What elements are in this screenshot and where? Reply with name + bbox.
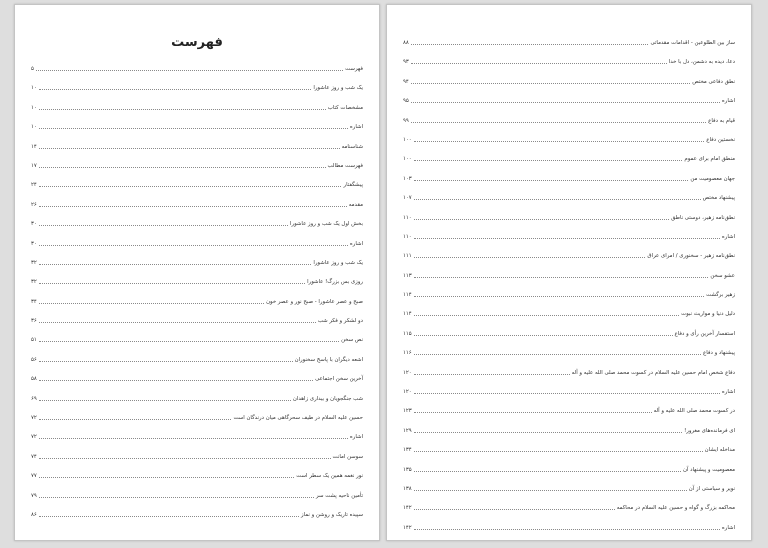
toc-entry[interactable] — [31, 352, 363, 371]
dot-leader — [39, 380, 313, 381]
dot-leader — [39, 186, 342, 187]
toc-entry[interactable] — [403, 326, 735, 345]
toc-entry[interactable] — [403, 248, 735, 267]
toc-entry-page-number: ۱۱۴ — [403, 292, 412, 299]
toc-entry-page-number: ۵ — [31, 66, 34, 72]
toc-entry-label: دعا، دیده به دشمن، دل با خدا — [668, 59, 735, 66]
toc-entry-page-number: ۲۶ — [31, 201, 37, 208]
toc-entry-label: دفاع شخص امام حسین علیه السلام در کسوت محمد صلی الله علیه و آله — [571, 369, 735, 376]
toc-entry-label: روزی بس بزرگ! عاشورا — [307, 279, 363, 286]
toc-entry-label: در کسوت محمد صلی الله علیه و آله — [653, 408, 735, 415]
toc-entry-page-number: ۱۳۵ — [403, 466, 412, 473]
toc-entry-label: مشخصات کتاب — [327, 104, 363, 111]
dot-leader — [414, 257, 646, 258]
toc-entry-page-number: ۷۲ — [31, 434, 37, 441]
toc-entry[interactable] — [31, 274, 363, 293]
dot-leader — [414, 141, 705, 142]
toc-entry-page-number: ۱۰۰ — [403, 156, 412, 163]
toc-entry[interactable] — [31, 488, 363, 507]
toc-entry-page-number: ۱۰ — [31, 85, 37, 92]
toc-entry-page-number: ۱۰ — [31, 124, 37, 131]
dot-leader — [39, 458, 331, 459]
dot-leader — [39, 206, 347, 207]
dot-leader — [414, 219, 669, 220]
toc-entry[interactable] — [403, 345, 735, 364]
dot-leader — [414, 393, 720, 394]
toc-entry-label: مقدمه — [348, 201, 363, 208]
toc-entry-label: نخستین دفاع — [706, 136, 735, 143]
toc-entry-page-number: ۱۲۹ — [403, 427, 412, 434]
dot-leader — [414, 471, 681, 472]
toc-entry-label: پیشنهاد و دفاع — [703, 350, 735, 357]
dot-leader — [39, 148, 340, 149]
toc-entry[interactable] — [403, 287, 735, 306]
toc-entry-page-number: ۱۴۲ — [403, 505, 412, 512]
toc-entry-label: نطق دفاعی مختص — [692, 78, 735, 85]
dot-leader — [39, 283, 305, 284]
dot-leader — [414, 354, 701, 355]
dot-leader — [414, 412, 652, 413]
dot-leader — [414, 180, 689, 181]
toc-entry-page-number: ۱۳۴ — [403, 447, 412, 454]
dot-leader — [414, 374, 570, 375]
toc-entry[interactable] — [403, 520, 735, 539]
toc-entry-label: اشاره — [721, 233, 735, 240]
toc-entry-page-number: ۸۸ — [403, 40, 409, 46]
toc-entry[interactable] — [403, 132, 735, 151]
toc-entry[interactable] — [31, 177, 363, 196]
toc-entry-page-number: ۱۱۱ — [403, 253, 412, 260]
toc-entry-label: منطق امام برای عموم — [684, 156, 735, 163]
toc-entry[interactable] — [403, 500, 735, 519]
toc-entry-label: مداخله ایشان — [704, 447, 735, 454]
dot-leader — [39, 322, 316, 323]
dot-leader — [411, 44, 649, 45]
toc-entry-label: جهان معصومیت من — [690, 175, 735, 182]
toc-entry-page-number: ۹۹ — [403, 117, 409, 124]
toc-entry-label: نطق‌نامه زهیر، دوستی ناطق — [671, 214, 735, 221]
toc-entry-label: اشاره — [349, 434, 363, 441]
toc-entry-label: دلیل دنیا و مواریث نبوت — [681, 311, 735, 318]
dot-leader — [39, 497, 314, 498]
dot-leader — [414, 277, 709, 278]
toc-entry-label: عشو سخن — [710, 272, 735, 279]
toc-entry[interactable] — [31, 236, 363, 255]
toc-entry-page-number: ۳۰ — [31, 221, 37, 228]
toc-entry-page-number: ۱۰ — [31, 104, 37, 111]
toc-entry[interactable] — [31, 100, 363, 119]
toc-entry[interactable] — [31, 449, 363, 468]
toc-entry-label: اشاره — [721, 389, 735, 396]
toc-entry-label: آخرین سخن اجتماعی — [315, 376, 363, 383]
toc-entry-label: اشاره — [349, 240, 363, 247]
toc-entry[interactable] — [31, 313, 363, 332]
page-right — [386, 4, 752, 541]
toc-entry[interactable] — [403, 462, 735, 481]
toc-entry[interactable] — [403, 190, 735, 209]
toc-entry[interactable] — [31, 216, 363, 235]
dot-leader — [36, 70, 343, 71]
toc-entry-page-number: ۱۴۲ — [403, 524, 412, 531]
toc-entry-page-number: ۱۱۰ — [403, 233, 412, 240]
toc-entry[interactable] — [31, 507, 363, 526]
dot-leader — [414, 238, 720, 239]
toc-entry-page-number: ۳۲ — [31, 279, 37, 286]
toc-entry[interactable] — [31, 197, 363, 216]
dot-leader — [39, 89, 312, 90]
toc-entry[interactable] — [403, 210, 735, 229]
toc-entry-page-number: ۳۰ — [31, 240, 37, 247]
toc-entry[interactable] — [403, 306, 735, 325]
page-left — [14, 4, 380, 541]
toc-entry[interactable] — [403, 54, 735, 73]
dot-leader — [39, 361, 293, 362]
toc-entry-label: نویر و سیاستی از آن — [688, 485, 735, 492]
toc-entry[interactable] — [31, 80, 363, 99]
toc-entry-page-number: ۱۲۰ — [403, 369, 412, 376]
toc-entry-label: صبح و عصر عاشورا - صبح نور و عصر خون — [266, 298, 363, 305]
toc-entry-label: سپیده تاریک و روشن و نماز — [301, 511, 363, 518]
toc-entry[interactable] — [31, 332, 363, 351]
toc-entry-page-number: ۱۰۳ — [403, 175, 412, 182]
toc-entry-label: نص سخن — [341, 337, 363, 344]
dot-leader — [414, 529, 720, 530]
toc-entry-page-number: ۱۲۰ — [403, 389, 412, 396]
toc-entry-page-number: ۵۱ — [31, 337, 37, 344]
toc-entry-label: نور نغمه همین یک سطر است — [296, 473, 363, 480]
toc-entry[interactable] — [403, 442, 735, 461]
toc-entry-label: سوسن امانت — [332, 453, 363, 460]
dot-leader — [414, 490, 687, 491]
toc-entry[interactable] — [31, 391, 363, 410]
toc-entry-label: اشعه دیگران با پاسخ سخنوران — [294, 356, 363, 363]
toc-entry-page-number: ۱۳۸ — [403, 485, 412, 492]
toc-entry-page-number: ۳۶ — [31, 318, 37, 325]
dot-leader — [39, 477, 294, 478]
toc-entry[interactable] — [31, 61, 363, 80]
toc-entry[interactable] — [403, 93, 735, 112]
toc-entry[interactable] — [403, 384, 735, 403]
toc-entry-page-number: ۱۰۰ — [403, 136, 412, 143]
toc-entry[interactable] — [31, 410, 363, 429]
toc-entry[interactable] — [31, 468, 363, 487]
toc-entry-page-number: ۳۴ — [31, 298, 37, 305]
toc-entry-label: معصومیت و پیشنهاد آن — [682, 466, 735, 473]
toc-entry-page-number: ۲۴ — [31, 182, 37, 189]
toc-entry-label: نطق‌نامه زهیر - سخنوری / امرای عراق — [647, 253, 735, 260]
dot-leader — [39, 419, 232, 420]
toc-entry-page-number: ۸۶ — [31, 511, 37, 518]
dot-leader — [411, 102, 720, 103]
dot-leader — [39, 400, 291, 401]
toc-entry[interactable] — [31, 371, 363, 390]
dot-leader — [39, 128, 348, 129]
dot-leader — [39, 438, 348, 439]
toc-entry-page-number: ۵۸ — [31, 376, 37, 383]
toc-entry[interactable] — [403, 268, 735, 287]
dot-leader — [39, 303, 264, 304]
toc-entry[interactable] — [403, 74, 735, 93]
dot-leader — [414, 335, 673, 336]
dot-leader — [39, 167, 326, 168]
toc-entry-label: اشاره — [721, 524, 735, 531]
toc-entry[interactable] — [403, 35, 735, 54]
toc-entry-page-number: ۱۱۳ — [403, 272, 412, 279]
toc-title: فهرست — [171, 35, 223, 50]
toc-entry-page-number: ۷۲ — [31, 415, 37, 422]
toc-list-right — [403, 35, 735, 539]
toc-entry-label: اشاره — [349, 124, 363, 131]
toc-entry-page-number: ۹۴ — [403, 78, 409, 85]
dot-leader — [414, 451, 703, 452]
dot-leader — [39, 264, 312, 265]
toc-entry-page-number: ۱۱۰ — [403, 214, 412, 221]
toc-entry-label: اشاره — [721, 98, 735, 105]
dot-leader — [411, 63, 667, 64]
dot-leader — [414, 199, 701, 200]
dot-leader — [39, 245, 348, 246]
toc-entry-page-number: ۱۲۳ — [403, 408, 412, 415]
toc-entry-page-number: ۱۰۷ — [403, 195, 412, 202]
toc-entry[interactable] — [403, 403, 735, 422]
toc-entry[interactable] — [403, 171, 735, 190]
toc-entry-label: زهیر برگشت — [706, 292, 735, 299]
toc-entry-page-number: ۹۳ — [403, 59, 409, 66]
toc-entry-label: پیشگفتار — [343, 182, 363, 189]
toc-list-left — [31, 61, 363, 526]
toc-entry-label: یک شب و روز عاشورا — [313, 259, 363, 266]
dot-leader — [414, 296, 704, 297]
toc-entry-label: پیشنهاد مختص — [702, 195, 735, 202]
toc-entry-page-number: ۹۵ — [403, 98, 409, 105]
toc-entry[interactable] — [31, 158, 363, 177]
toc-entry-label: استفسار آخرین رأی و دفاع — [674, 330, 735, 337]
toc-entry-label: محاکمه بزرگ و گواه و حسین علیه السلام در محاکمه — [616, 505, 735, 512]
toc-entry-page-number: ۷۹ — [31, 492, 37, 499]
toc-entry-label: قیام به دفاع — [708, 117, 735, 124]
dot-leader — [414, 432, 682, 433]
toc-entry[interactable] — [31, 255, 363, 274]
dot-leader — [39, 225, 288, 226]
toc-entry-label: دو لشکر و فکر شب — [317, 318, 363, 325]
toc-entry[interactable] — [403, 481, 735, 500]
dot-leader — [39, 109, 326, 110]
toc-entry-label: ای فرمانده‌های مغرور! — [684, 427, 735, 434]
toc-entry[interactable] — [403, 229, 735, 248]
toc-entry-label: شناسنامه — [341, 143, 363, 150]
toc-entry-page-number: ۵۶ — [31, 356, 37, 363]
toc-entry-page-number: ۱۱۵ — [403, 330, 412, 337]
toc-entry[interactable] — [403, 423, 735, 442]
dot-leader — [414, 315, 679, 316]
dot-leader — [39, 516, 299, 517]
toc-entry[interactable] — [31, 139, 363, 158]
toc-entry-page-number: ۷۴ — [31, 453, 37, 460]
toc-entry-page-number: ۱۱۶ — [403, 350, 412, 357]
dot-leader — [414, 160, 683, 161]
toc-entry-page-number: ۳۲ — [31, 259, 37, 266]
toc-entry-label: تأمین ناحیه پشت سر — [316, 492, 363, 499]
toc-entry-label: حسین علیه السلام در طیف سحرگاهی میان درندگان است — [233, 415, 363, 422]
toc-entry-label: فهرست مطالب — [327, 162, 363, 169]
toc-entry-page-number: ۱۴ — [31, 143, 37, 150]
toc-entry-label: یک شب و روز عاشورا — [313, 85, 363, 92]
dot-leader — [411, 83, 690, 84]
toc-entry[interactable] — [31, 294, 363, 313]
dot-leader — [411, 122, 706, 123]
toc-entry-label: بخش اول یک شب و روز عاشورا — [290, 221, 363, 228]
toc-entry-page-number: ۱۷ — [31, 162, 37, 169]
toc-entry[interactable] — [403, 113, 735, 132]
toc-entry-label: شب جنگجویان و بیداری زاهدان — [292, 395, 363, 402]
dot-leader — [414, 509, 615, 510]
toc-entry[interactable] — [31, 119, 363, 138]
toc-entry-page-number: ۶۹ — [31, 395, 37, 402]
toc-entry-page-number: ۷۷ — [31, 473, 37, 480]
toc-entry-label: فهرست — [345, 66, 363, 72]
toc-entry[interactable] — [31, 429, 363, 448]
toc-entry[interactable] — [403, 151, 735, 170]
toc-entry-label: ساز بین الطلوعین - اقدامات مقدماتی — [650, 40, 735, 46]
toc-entry[interactable] — [403, 365, 735, 384]
toc-entry-page-number: ۱۱۴ — [403, 311, 412, 318]
dot-leader — [39, 341, 339, 342]
